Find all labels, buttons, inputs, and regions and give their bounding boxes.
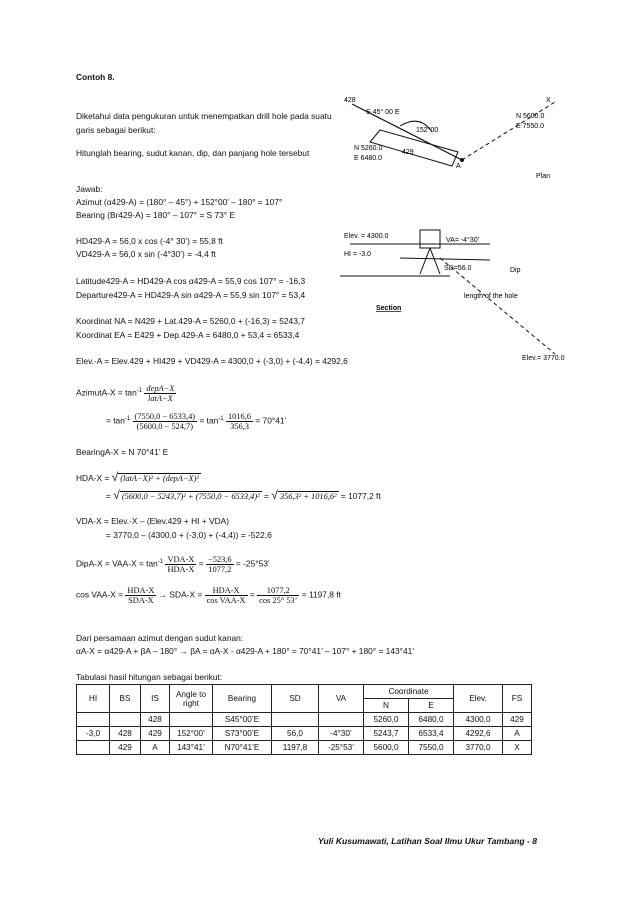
- label-x: X: [546, 97, 551, 104]
- vd-line: VD429-A = 56,0 x sin (-4°30’) = -4,4 ft: [76, 249, 216, 259]
- vd-ax-calc: = 3770,0 – (4300,0 + (-3,0) + (-4,4)) = -522,6: [106, 530, 272, 540]
- table-cell: 6533,4: [409, 727, 454, 741]
- azimut-ax-fraction: [144, 384, 176, 403]
- label-hi: HI = -3.0: [344, 251, 372, 258]
- hd-ax-calc-sqrt2: 356,3² + 1016,6²: [279, 492, 337, 501]
- azimut-ax-numerator: depA−X: [146, 384, 175, 393]
- table-cell: S73°00’E: [213, 727, 272, 741]
- table-cell: [170, 713, 213, 727]
- dip-denominator: HDA-X: [167, 565, 195, 574]
- section-diagram: [340, 214, 580, 364]
- azimut-ax-calc-numerator2: 1016,6: [227, 412, 252, 421]
- col-bearing: Bearing: [213, 685, 272, 713]
- koordinat-n-line: Koordinat NA = N429 + Lat.429-A = 5260,0 + (-16,3) = 5243,7: [76, 316, 305, 326]
- dip-label: DipA-X = VAA-X = tan: [76, 558, 158, 569]
- label-ex: E 7550.0: [516, 123, 545, 130]
- table-cell: 5260,0: [364, 713, 409, 727]
- col-va: VA: [319, 685, 364, 713]
- table-cell: [77, 713, 110, 727]
- hd-ax-sqrt: (latA−X)² + (depA−X)²: [120, 474, 199, 483]
- table-cell: 4292,6: [454, 727, 503, 741]
- cos-label: cos VAA-X =: [76, 589, 124, 600]
- azimut-ax-calc-numerator: (7550,0 − 6533,4): [134, 412, 196, 421]
- hd-ax-result: = 1077,2 ft: [340, 491, 381, 501]
- label-va: VA= -4°30': [446, 237, 479, 244]
- cos-formula: [76, 586, 341, 605]
- table-cell: X: [503, 741, 532, 755]
- table-cell: 428: [110, 727, 141, 741]
- col-coordinate: Coordinate: [364, 685, 454, 699]
- table-cell: 6480,0: [409, 713, 454, 727]
- table-cell: 3770,0: [454, 741, 503, 755]
- cos-result: = 1197,8 ft: [301, 589, 341, 600]
- vd-ax-line: VDA-X = Elev.-X – (Elev.429 + HI + VDA): [76, 516, 230, 526]
- label-e429: E 6480.0: [354, 155, 383, 162]
- col-bs: BS: [110, 685, 141, 713]
- table-cell: 5243,7: [364, 727, 409, 741]
- table-cell: 429: [110, 741, 141, 755]
- label-a: A: [456, 163, 461, 170]
- results-table: [76, 684, 532, 755]
- cos-numerator2: HDA-X: [205, 586, 248, 596]
- cos-fraction3: [257, 586, 299, 605]
- table-cell: 429: [141, 727, 170, 741]
- table-cell: 429: [503, 713, 532, 727]
- col-hi: HI: [77, 685, 110, 713]
- azimut-ax-label: AzimutA-X = tan: [76, 387, 137, 398]
- dip-numerator: VDA-X: [167, 555, 195, 564]
- cos-fraction2: [205, 586, 248, 605]
- latitude-line: Latitude429-A = HD429-A cos α429-A = 55,9 cos 107° = -16,3: [76, 276, 306, 286]
- tripod-leg: [430, 248, 440, 274]
- dip-denominator2: 1077,2: [208, 565, 232, 574]
- azimut-ax-denominator: latA−X: [148, 394, 173, 403]
- cos-numerator3: 1077,2: [257, 586, 299, 596]
- label-section: Section: [376, 305, 402, 312]
- table-cell: A: [503, 727, 532, 741]
- table-cell: 5600,0: [364, 741, 409, 755]
- azimut-ax-calc-denominator2: 356,3: [230, 422, 249, 431]
- table-cell: [319, 713, 364, 727]
- label-n429: N 5260.0: [354, 145, 383, 152]
- line-a-x: [462, 102, 555, 160]
- label-sd: SD=56.0: [444, 265, 472, 272]
- tripod-leg: [420, 248, 430, 274]
- table-row: [77, 727, 532, 741]
- azimut-ax-result: = 70°41’: [255, 415, 287, 426]
- point-a-icon: [460, 158, 464, 162]
- label-length: length of the hole: [464, 293, 518, 300]
- hd-ax-calc-mid: =: [263, 491, 269, 501]
- col-n: N: [364, 699, 409, 713]
- azimut-ax-formula: AzimutA-X = $\tan^{-1}$ $\frac{\text{depA−X}}{\text{latA−X}}$: [76, 384, 175, 403]
- azimut-relation-eq: αA-X = α429-A + βA – 180° → βA = αA-X - α429-A + 180° = 70°41’ – 107° + 180° = 143°41’: [76, 646, 415, 656]
- table-cell: 143°41’: [170, 741, 213, 755]
- hd-ax-label: HDA-X =: [76, 473, 110, 483]
- plan-diagram: [340, 92, 580, 192]
- table-row: [77, 713, 532, 727]
- page-title: Contoh 8.: [76, 72, 115, 82]
- azimut-ax-calc: = $\tan^{-1}$ $\frac{(7550,0 - 6533,4)}{(5600,0 - 524,7)}$ = $\tan^{-1}$ $\frac{1016,6}{356,3}$ = 70°41’: [106, 412, 287, 431]
- table-row: [77, 741, 532, 755]
- task-text: Hitunglah bearing, sudut kanan, dip, dan panjang hole tersebut: [76, 148, 310, 158]
- dip-fraction: [165, 555, 196, 574]
- tripod-icon: [420, 230, 440, 248]
- label-bearing: S 45° 00 E: [366, 109, 400, 116]
- hd-ax-calc: = √ (5600,0 − 5243,7)² + (7550,0 − 6533,4)² = √ 356,3² + 1016,6² = 1077,2 ft: [106, 488, 381, 502]
- bearing-ax-line: BearingA-X = N 70°41’ E: [76, 447, 169, 457]
- answer-label: Jawab:: [76, 184, 103, 194]
- bearing-line: Bearing (Br429-A) = 180° – 107° = S 73° E: [76, 210, 236, 220]
- azimut-line: Azimut (α429-A) = (180° – 45°) + 152°00’ – 180° = 107°: [76, 197, 283, 207]
- hd-line: HD429-A = 56,0 x cos (-4° 30’) = 55,8 ft: [76, 236, 223, 246]
- table-cell: [77, 741, 110, 755]
- dip-result: = -25°53’: [235, 558, 270, 569]
- elev-line: Elev.-A = Elev.429 + HI429 + VD429-A = 4300,0 + (-3,0) + (-4,4) = 4292,6: [76, 356, 348, 366]
- table-cell: 56,0: [272, 727, 319, 741]
- azimut-relation-text: Dari persamaan azimut dengan sudut kanan:: [76, 633, 244, 643]
- azimut-ax-calc-fraction2: [226, 412, 253, 431]
- label-nx: N 5600.0: [516, 113, 545, 120]
- azimut-ax-calc-denominator: (5600,0 − 524,7): [136, 422, 194, 431]
- table-cell: 4300,0: [454, 713, 503, 727]
- label-dip: Dip: [510, 267, 521, 274]
- cos-arrow: → SDA-X =: [158, 589, 203, 600]
- koordinat-e-line: Koordinat EA = E429 + Dep.429-A = 6480,0 + 53,4 = 6533,4: [76, 330, 300, 340]
- hd-ax-formula: HDA-X = √ (latA−X)² + (depA−X)²: [76, 470, 199, 484]
- table-header-row: [77, 685, 532, 699]
- table-cell: A: [141, 741, 170, 755]
- label-elev: Elev. = 4300.0: [344, 233, 389, 240]
- dip-fraction2: [206, 555, 234, 574]
- azimut-ax-calc-fraction: [133, 412, 198, 431]
- azimut-ax-calc-pre: = tan: [106, 415, 125, 426]
- table-cell: [272, 713, 319, 727]
- table-cell: S45°00’E: [213, 713, 272, 727]
- label-428: 428: [344, 97, 356, 104]
- hole-line: [400, 258, 490, 260]
- col-is: IS: [141, 685, 170, 713]
- dip-eq: =: [198, 558, 204, 569]
- hd-ax-calc-pre: =: [106, 491, 111, 501]
- dip-numerator2: −523,6: [208, 555, 232, 564]
- dip-formula: DipA-X = $VAA-X = \tan^{-1}$ $\frac{\text{VDA-X}}{\text{HDA-X}}$ = $\frac{-523,6}{1077,2}$ = -25°53’: [76, 555, 270, 574]
- label-429: 429: [402, 149, 414, 156]
- col-elev: Elev.: [454, 685, 503, 713]
- label-elevx: Elev.= 3770.0: [522, 355, 565, 362]
- cos-denominator: SDA-X: [128, 596, 154, 605]
- page-footer: Yuli Kusumawati, Latihan Soal Ilmu Ukur Tambang - 8: [318, 836, 538, 846]
- table-cell: 7550,0: [409, 741, 454, 755]
- cos-numerator: HDA-X: [127, 586, 155, 595]
- azimut-ax-calc-mid: = tan: [199, 415, 219, 426]
- label-plan: Plan: [536, 173, 551, 180]
- table-cell: [110, 713, 141, 727]
- table-cell: -4°30’: [319, 727, 364, 741]
- cos-fraction: [125, 586, 156, 605]
- intro-text: Diketahui data pengukuran untuk menempatkan drill hole pada suatu garis sebagai berikut:: [76, 111, 332, 135]
- cos-denominator2: cos VAA-X: [206, 596, 246, 605]
- length-line: [440, 258, 555, 354]
- col-fs: FS: [503, 685, 532, 713]
- table-title: Tabulasi hasil hitungan sebagai berikut:: [76, 672, 223, 682]
- col-angle: Angle to right: [170, 685, 213, 713]
- col-sd: SD: [272, 685, 319, 713]
- label-angle: 152°00: [416, 127, 439, 134]
- col-e: E: [409, 699, 454, 713]
- table-cell: -3,0: [77, 727, 110, 741]
- departure-line: Departure429-A = HD429-A sin α429-A = 55,9 sin 107° = 53,4: [76, 290, 306, 300]
- cos-eq: =: [249, 589, 255, 600]
- table-cell: -25°53’: [319, 741, 364, 755]
- table-cell: 1197,8: [272, 741, 319, 755]
- table-cell: N70°41’E: [213, 741, 272, 755]
- cos-denominator3: cos 25° 53’: [259, 596, 298, 605]
- hd-ax-calc-sqrt: (5600,0 − 5243,7)² + (7550,0 − 6533,4)²: [121, 492, 260, 501]
- table-cell: 428: [141, 713, 170, 727]
- table-cell: 152°00’: [170, 727, 213, 741]
